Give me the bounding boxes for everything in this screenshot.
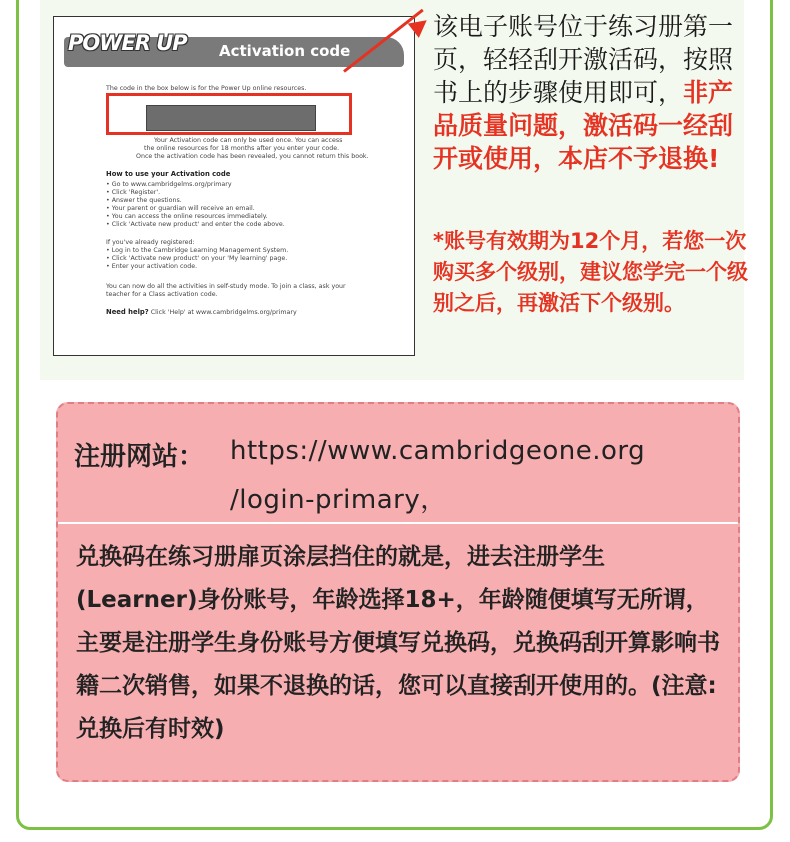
note-line-2: the online resources for 18 months after you enter your code.: [144, 145, 340, 152]
self-study-line-1: You can now do all the activities in self-study mode. To join a class, ask your: [106, 283, 346, 290]
registered-step: • Enter your activation code.: [106, 263, 198, 270]
how-step: • Click 'Register'.: [106, 189, 161, 196]
activation-code-page-photo: [53, 16, 415, 356]
code-highlight-box: [106, 93, 352, 135]
self-study-line-2: teacher for a Class activation code.: [106, 291, 218, 298]
validity-note: *账号有效期为12个月，若您一次购买多个级别，建议您学完一个级别之后，再激活下个级别。: [433, 229, 748, 315]
registration-panel: [56, 402, 740, 782]
registered-step: • Click 'Activate new product' on your 'My learning' page.: [106, 255, 288, 262]
help-line: [106, 309, 297, 317]
registered-step: • Log in to the Cambridge Learning Management System.: [106, 247, 289, 254]
power-up-logo: POWER UP: [68, 31, 187, 55]
how-step: • You can access the online resources immediately.: [106, 213, 268, 220]
registration-url-line-2: /login-primary，: [230, 485, 447, 515]
registration-url-line-1: https://www.cambridgeone.org: [230, 436, 646, 466]
help-bold: Need help?: [106, 308, 149, 316]
registration-label: 注册网站：: [74, 442, 205, 472]
panel-divider: [58, 522, 738, 524]
help-text: Click 'Help' at www.cambridgelms.org/primary: [150, 309, 297, 316]
location-description: [433, 10, 747, 175]
intro-text: The code in the box below is for the Power Up online resources.: [106, 85, 307, 92]
how-to-title: How to use your Activation code: [106, 170, 231, 178]
activation-code-title: Activation code: [219, 42, 351, 60]
registration-details: 兑换码在练习册扉页涂层挡住的就是，进去注册学生(Learner)身份账号，年龄选择18+，年龄随便填写无所谓，主要是注册学生身份账号方便填写兑换码，兑换码刮开算影响书籍二次销售，如果不退换的话，您可以直接刮开使用的。(注意:兑换后有时效): [76, 544, 720, 742]
note-line-3: Once the activation code has been revealed, you cannot return this book.: [136, 153, 369, 160]
how-step: • Answer the questions.: [106, 197, 182, 204]
description-text: 该电子账号位于练习册第一页，轻轻刮开激活码，按照书上的步骤使用即可，: [433, 12, 734, 107]
note-line-1: Your Activation code can only be used once. You can access: [154, 137, 343, 144]
registered-title: If you've already registered:: [106, 239, 195, 246]
how-step: • Go to www.cambridgelms.org/primary: [106, 181, 232, 188]
how-step: • Click 'Activate new product' and enter the code above.: [106, 221, 285, 228]
how-step: • Your parent or guardian will receive an email.: [106, 205, 255, 212]
no-return-warning: 非产品质量问题，激活码一经刮开或使用，本店不予退换!: [433, 78, 734, 173]
